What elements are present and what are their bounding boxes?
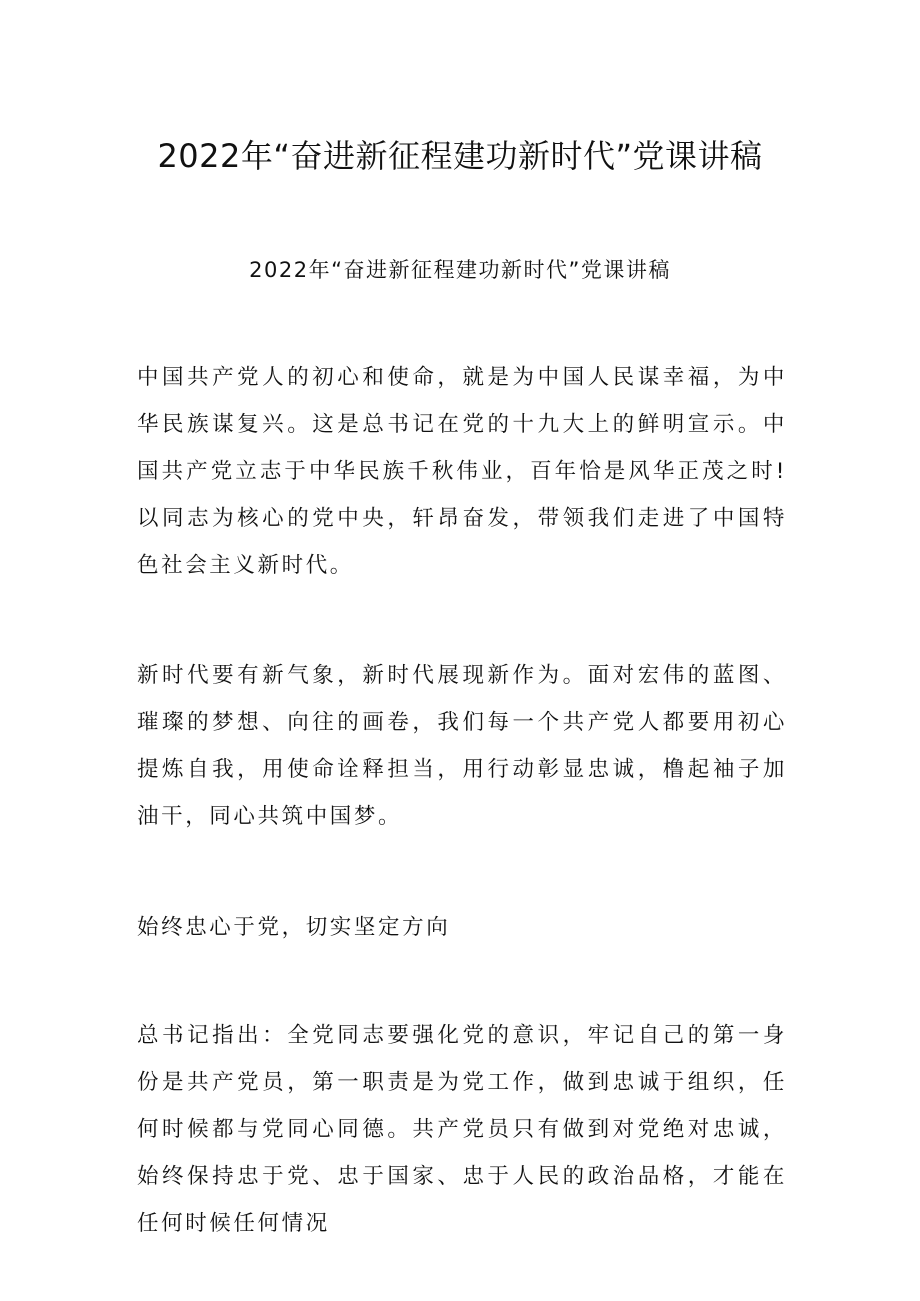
- document-subtitle: 2022年“奋进新征程建功新时代”党课讲稿: [249, 258, 671, 282]
- body-paragraph: 中国共产党人的初心和使命，就是为中国人民谋幸福，为中华民族谋复兴。这是总书记在党的十九大上的鲜明宣示。中国共产党立志于中华民族千秋伟业，百年恰是风华正茂之时!以同志为核心的党中央，轩昂奋发，带领我们走进了中国特色社会主义新时代。: [137, 365, 787, 578]
- document-title: 2022年“奋进新征程建功新时代”党课讲稿: [157, 137, 763, 175]
- section-heading: 始终忠心于党，切实坚定方向: [137, 915, 451, 940]
- body-paragraph: 新时代要有新气象，新时代展现新作为。面对宏伟的蓝图、璀璨的梦想、向往的画卷，我们每一个共产党人都要用初心提炼自我，用使命诠释担当，用行动彰显忠诚，橹起袖子加油干，同心共筑中国梦。: [137, 663, 787, 829]
- section-paragraph: 总书记指出：全党同志要强化党的意识，牢记自己的第一身份是共产党员，第一职责是为党工作，做到忠诚于组织，任何时候都与党同心同德。共产党员只有做到对党绝对忠诚，始终保持忠于党、忠于国家、忠于人民的政治品格，才能在任何时候任何情况: [137, 1023, 787, 1236]
